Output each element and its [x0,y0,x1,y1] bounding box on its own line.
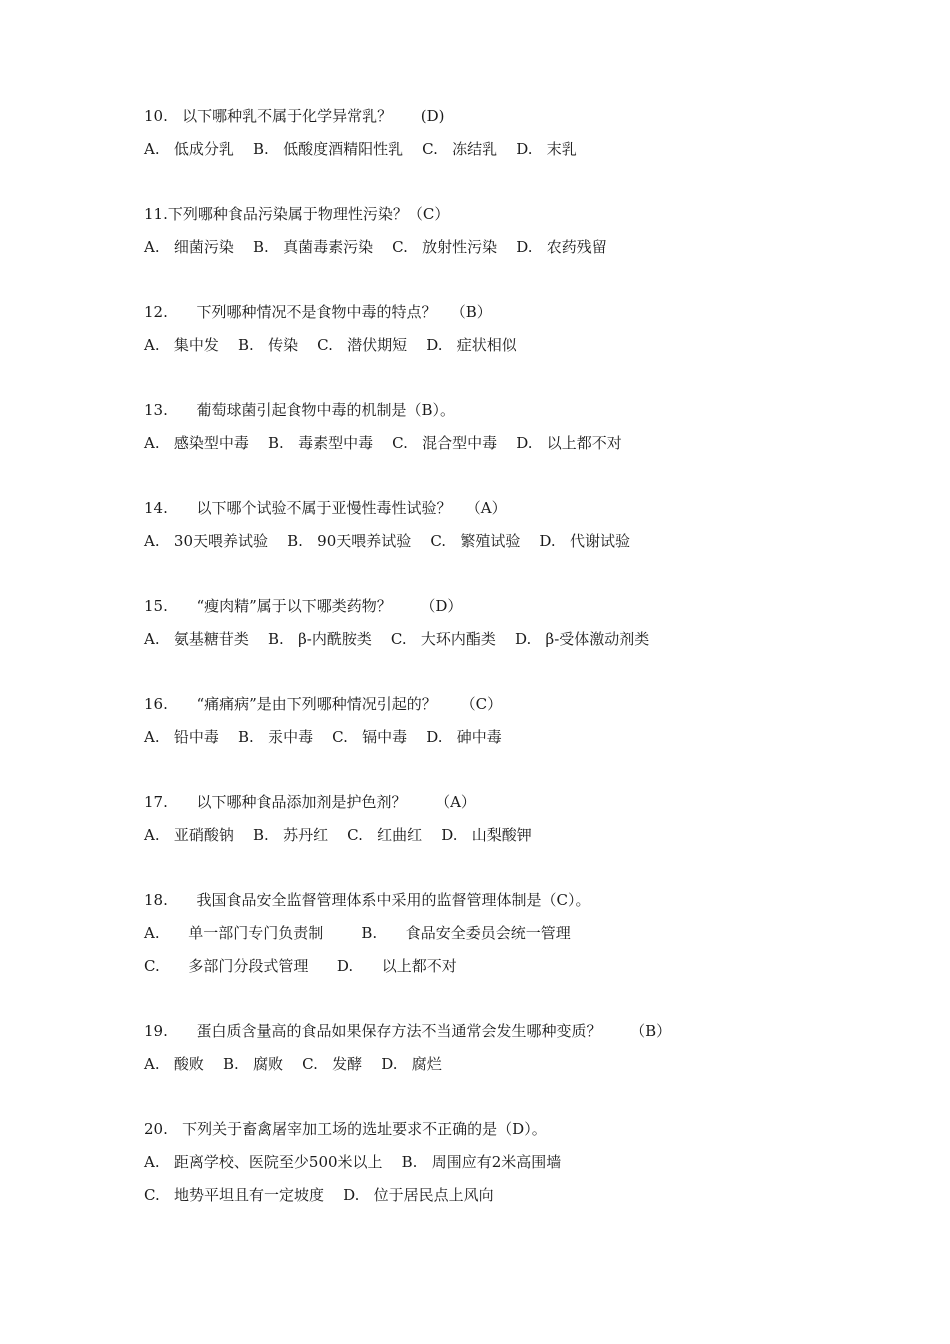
question-options: C. 多部门分段式管理 D. 以上都不对 [144,957,457,975]
question-options: A. 低成分乳 B. 低酸度酒精阳性乳 C. 冻结乳 D. 末乳 [144,140,577,158]
question-options: A. 集中发 B. 传染 C. 潜伏期短 D. 症状相似 [144,336,517,354]
question-stem: 18. 我国食品安全监督管理体系中采用的监督管理体制是（C）。 [144,891,591,909]
question-stem: 15. “瘦肉精”属于以下哪类药物？ （D） [144,597,463,615]
question-stem: 13. 葡萄球菌引起食物中毒的机制是（B）。 [144,401,455,419]
question-options: A. 30天喂养试验 B. 90天喂养试验 C. 繁殖试验 D. 代谢试验 [144,532,630,550]
question-18 [144,890,844,976]
question-options: A. 铅中毒 B. 汞中毒 C. 镉中毒 D. 砷中毒 [144,728,502,746]
question-12 [144,302,844,355]
question-stem: 11.下列哪种食品污染属于物理性污染？（C） [144,205,450,223]
question-options: A. 细菌污染 B. 真菌毒素污染 C. 放射性污染 D. 农药残留 [144,238,607,256]
question-15 [144,596,844,649]
question-options: A. 酸败 B. 腐败 C. 发酵 D. 腐烂 [144,1055,442,1073]
question-options: A. 单一部门专门负责制 B. 食品安全委员会统一管理 [144,924,571,942]
question-stem: 14. 以下哪个试验不属于亚慢性毒性试验？ （A） [144,499,507,517]
question-options: A. 亚硝酸钠 B. 苏丹红 C. 红曲红 D. 山梨酸钾 [144,826,532,844]
question-13 [144,400,844,453]
question-11 [144,204,844,257]
question-options: A. 感染型中毒 B. 毒素型中毒 C. 混合型中毒 D. 以上都不对 [144,434,622,452]
question-stem: 12. 下列哪种情况不是食物中毒的特点？ （B） [144,303,492,321]
question-stem: 20. 下列关于畜禽屠宰加工场的选址要求不正确的是（D）。 [144,1120,547,1138]
question-options: A. 氨基糖苷类 B. β-内酰胺类 C. 大环内酯类 D. β-受体激动剂类 [144,630,650,648]
question-options: C. 地势平坦且有一定坡度 D. 位于居民点上风向 [144,1186,494,1204]
question-14 [144,498,844,551]
question-10 [144,106,844,159]
question-stem: 19. 蛋白质含量高的食品如果保存方法不当通常会发生哪种变质？ （B） [144,1022,672,1040]
question-stem: 10. 以下哪种乳不属于化学异常乳？ (D) [144,107,445,125]
question-stem: 16. “痛痛病”是由下列哪种情况引起的？ （C） [144,695,503,713]
question-16 [144,694,844,747]
question-20 [144,1119,844,1205]
question-options: A. 距离学校、医院至少500米以上 B. 周围应有2米高围墙 [144,1153,562,1171]
question-stem: 17. 以下哪种食品添加剂是护色剂？ （A） [144,793,476,811]
question-19 [144,1021,844,1074]
question-17 [144,792,844,845]
